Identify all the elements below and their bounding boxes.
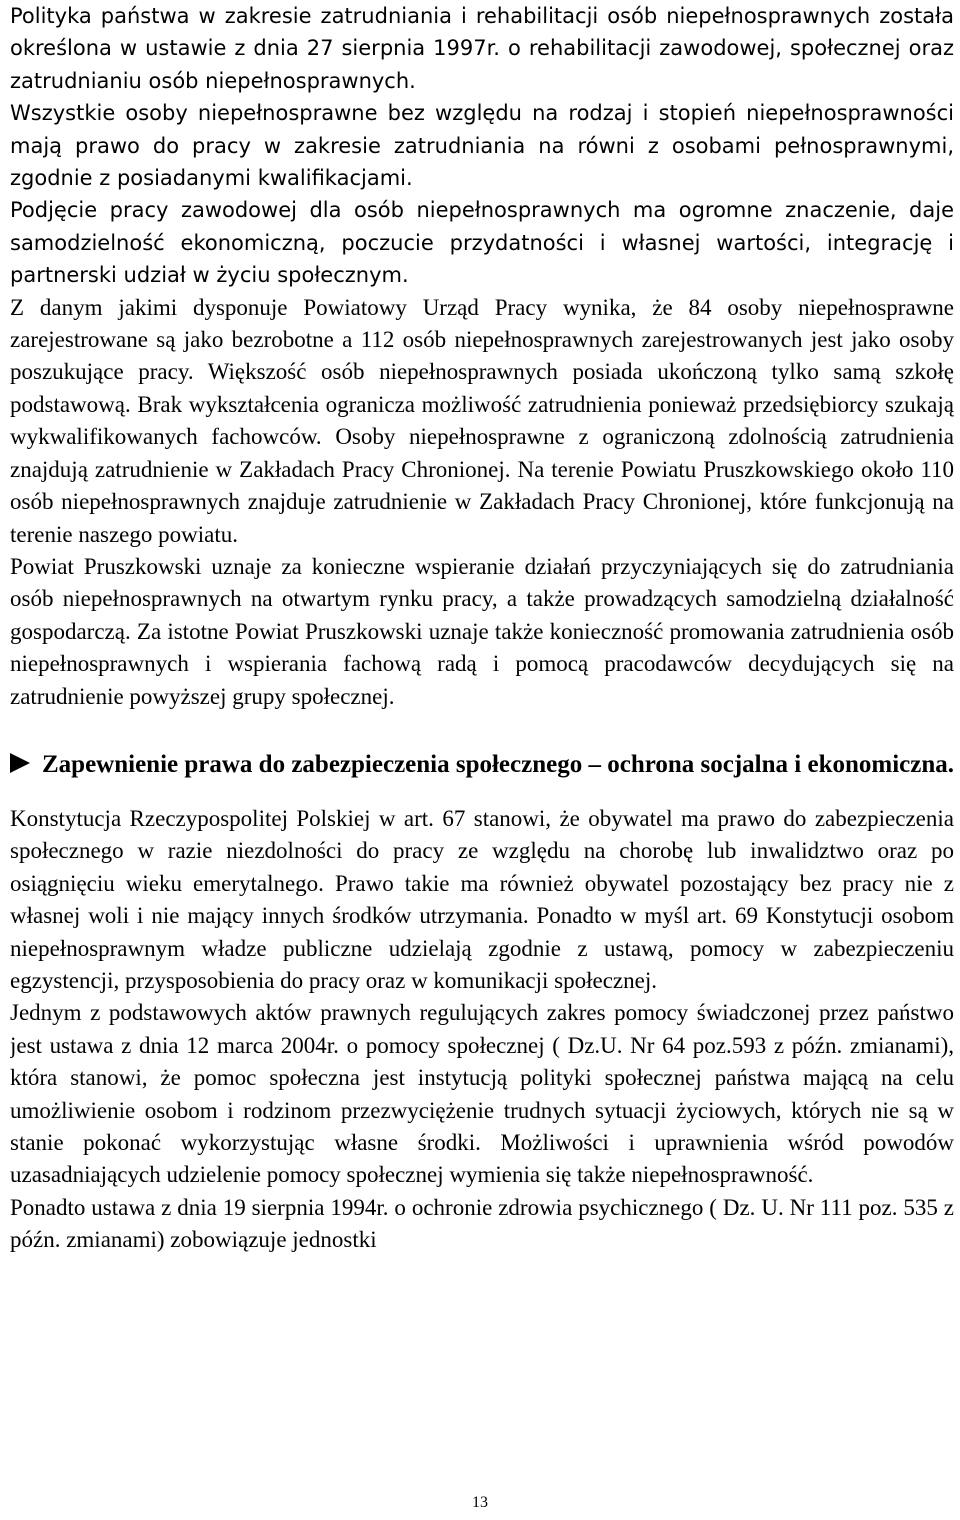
section-heading-text: Zapewnienie prawa do zabezpieczenia społecznego – ochrona socjalna i ekonomiczna. [42,750,954,778]
paragraph-powiat-support: Powiat Pruszkowski uznaje za konieczne wspieranie działań przyczyniających się do zatrudniania osób niepełnosprawnych na otwartym rynku pracy, a także prowadzących samodzielną działalność gospodarczą. Za istotne Powiat Pruszkowski uznaje także konieczność promowania zatrudnienia osób niepełnosprawnych i wspierania fachową radą i pomocą pracodawców decydujących się na zatrudnienie powyższej grupy społecznej. [10,553,954,709]
paragraph-importance-of-work: Podjęcie pracy zawodowej dla osób niepełnosprawnych ma ogromne znaczenie, daje samodzielność ekonomiczną, poczucie przydatności i własnej wartości, integrację i partnerski udział w życiu społecznym. [10,198,954,288]
paragraph-employment-policy: Polityka państwa w zakresie zatrudniania i rehabilitacji osób niepełnosprawnych została określona w ustawie z dnia 27 sierpnia 1997r. o rehabilitacji zawodowej, społecznej oraz zatrudnianiu osób niepełnosprawnych. [10,4,954,93]
paragraph-constitution: Konstytucja Rzeczypospolitej Polskiej w art. 67 stanowi, że obywatel ma prawo do zabezpieczenia społecznego w razie niezdolności do pracy ze względu na chorobę lub inwalidztwo oraz po osiągnięciu wieku emerytalnego. Prawo takie ma również obywatel pozostający bez pracy nie z własnej woli i nie mający innych środków utrzymania. Ponadto w myśl art. 69 Konstytucji osobom niepełnosprawnym władze publiczne udzielają zgodnie z ustawą, pomocy w zabezpieczeniu egzystencji, przysposobienia do pracy oraz w komunikacji społecznej. [10,805,954,993]
paragraph-labour-office-statistics: Z danym jakimi dysponuje Powiatowy Urząd Pracy wynika, że 84 osoby niepełnosprawne zarejestrowane są jako bezrobotne a 112 osób niepełnosprawnych zarejestrowanych jest jako osoby poszukujące pracy. Większość osób niepełnosprawnych posiada ukończoną tylko samą szkołę podstawową. Brak wykształcenia ogranicza możliwość zatrudnienia ponieważ przedsiębiorcy szukają wykwalifikowanych fachowców. Osoby niepełnosprawne z ograniczoną zdolnością zatrudnienia znajdują zatrudnienie w Zakładach Pracy Chronionej. Na terenie Powiatu Pruszkowskiego około 110 osób niepełnosprawnych znajduje zatrudnienie w Zakładach Pracy Chronionej, które funkcjonują na terenie naszego powiatu. [10,294,954,547]
paragraph-right-to-work: Wszystkie osoby niepełnosprawne bez względu na rodzaj i stopień niepełnosprawności mają prawo do pracy w zakresie zatrudniania na równi z osobami pełnosprawnymi, zgodnie z posiadanymi kwalifikacjami. [10,101,954,191]
page-number: 13 [472,1494,488,1511]
right-pointing-triangle-icon [10,753,30,773]
paragraph-mental-health-act: Ponadto ustawa z dnia 19 sierpnia 1994r. o ochronie zdrowia psychicznego ( Dz. U. Nr 111 poz. 535 z późn. zmianami) zobowiązuje jednostki [10,1194,954,1253]
section-heading-social-security [10,749,954,781]
document-page [10,0,954,1490]
paragraph-social-assistance-act: Jednym z podstawowych aktów prawnych regulujących zakres pomocy świadczonej przez państwo jest ustawa z dnia 12 marca 2004r. o pomocy społecznej ( Dz.U. Nr 64 poz.593 z późn. zmianami), która stanowi, że pomoc społeczna jest instytucją polityki społecznej państwa mającą na celu umożliwienie osobom i rodzinom przezwyciężenie trudnych sytuacji życiowych, których nie są w stanie pokonać wykorzystując własne środki. Możliwości i uprawnienia wśród powodów uzasadniających udzielenie pomocy społecznej wymienia się także niepełnosprawność. [10,1000,954,1188]
